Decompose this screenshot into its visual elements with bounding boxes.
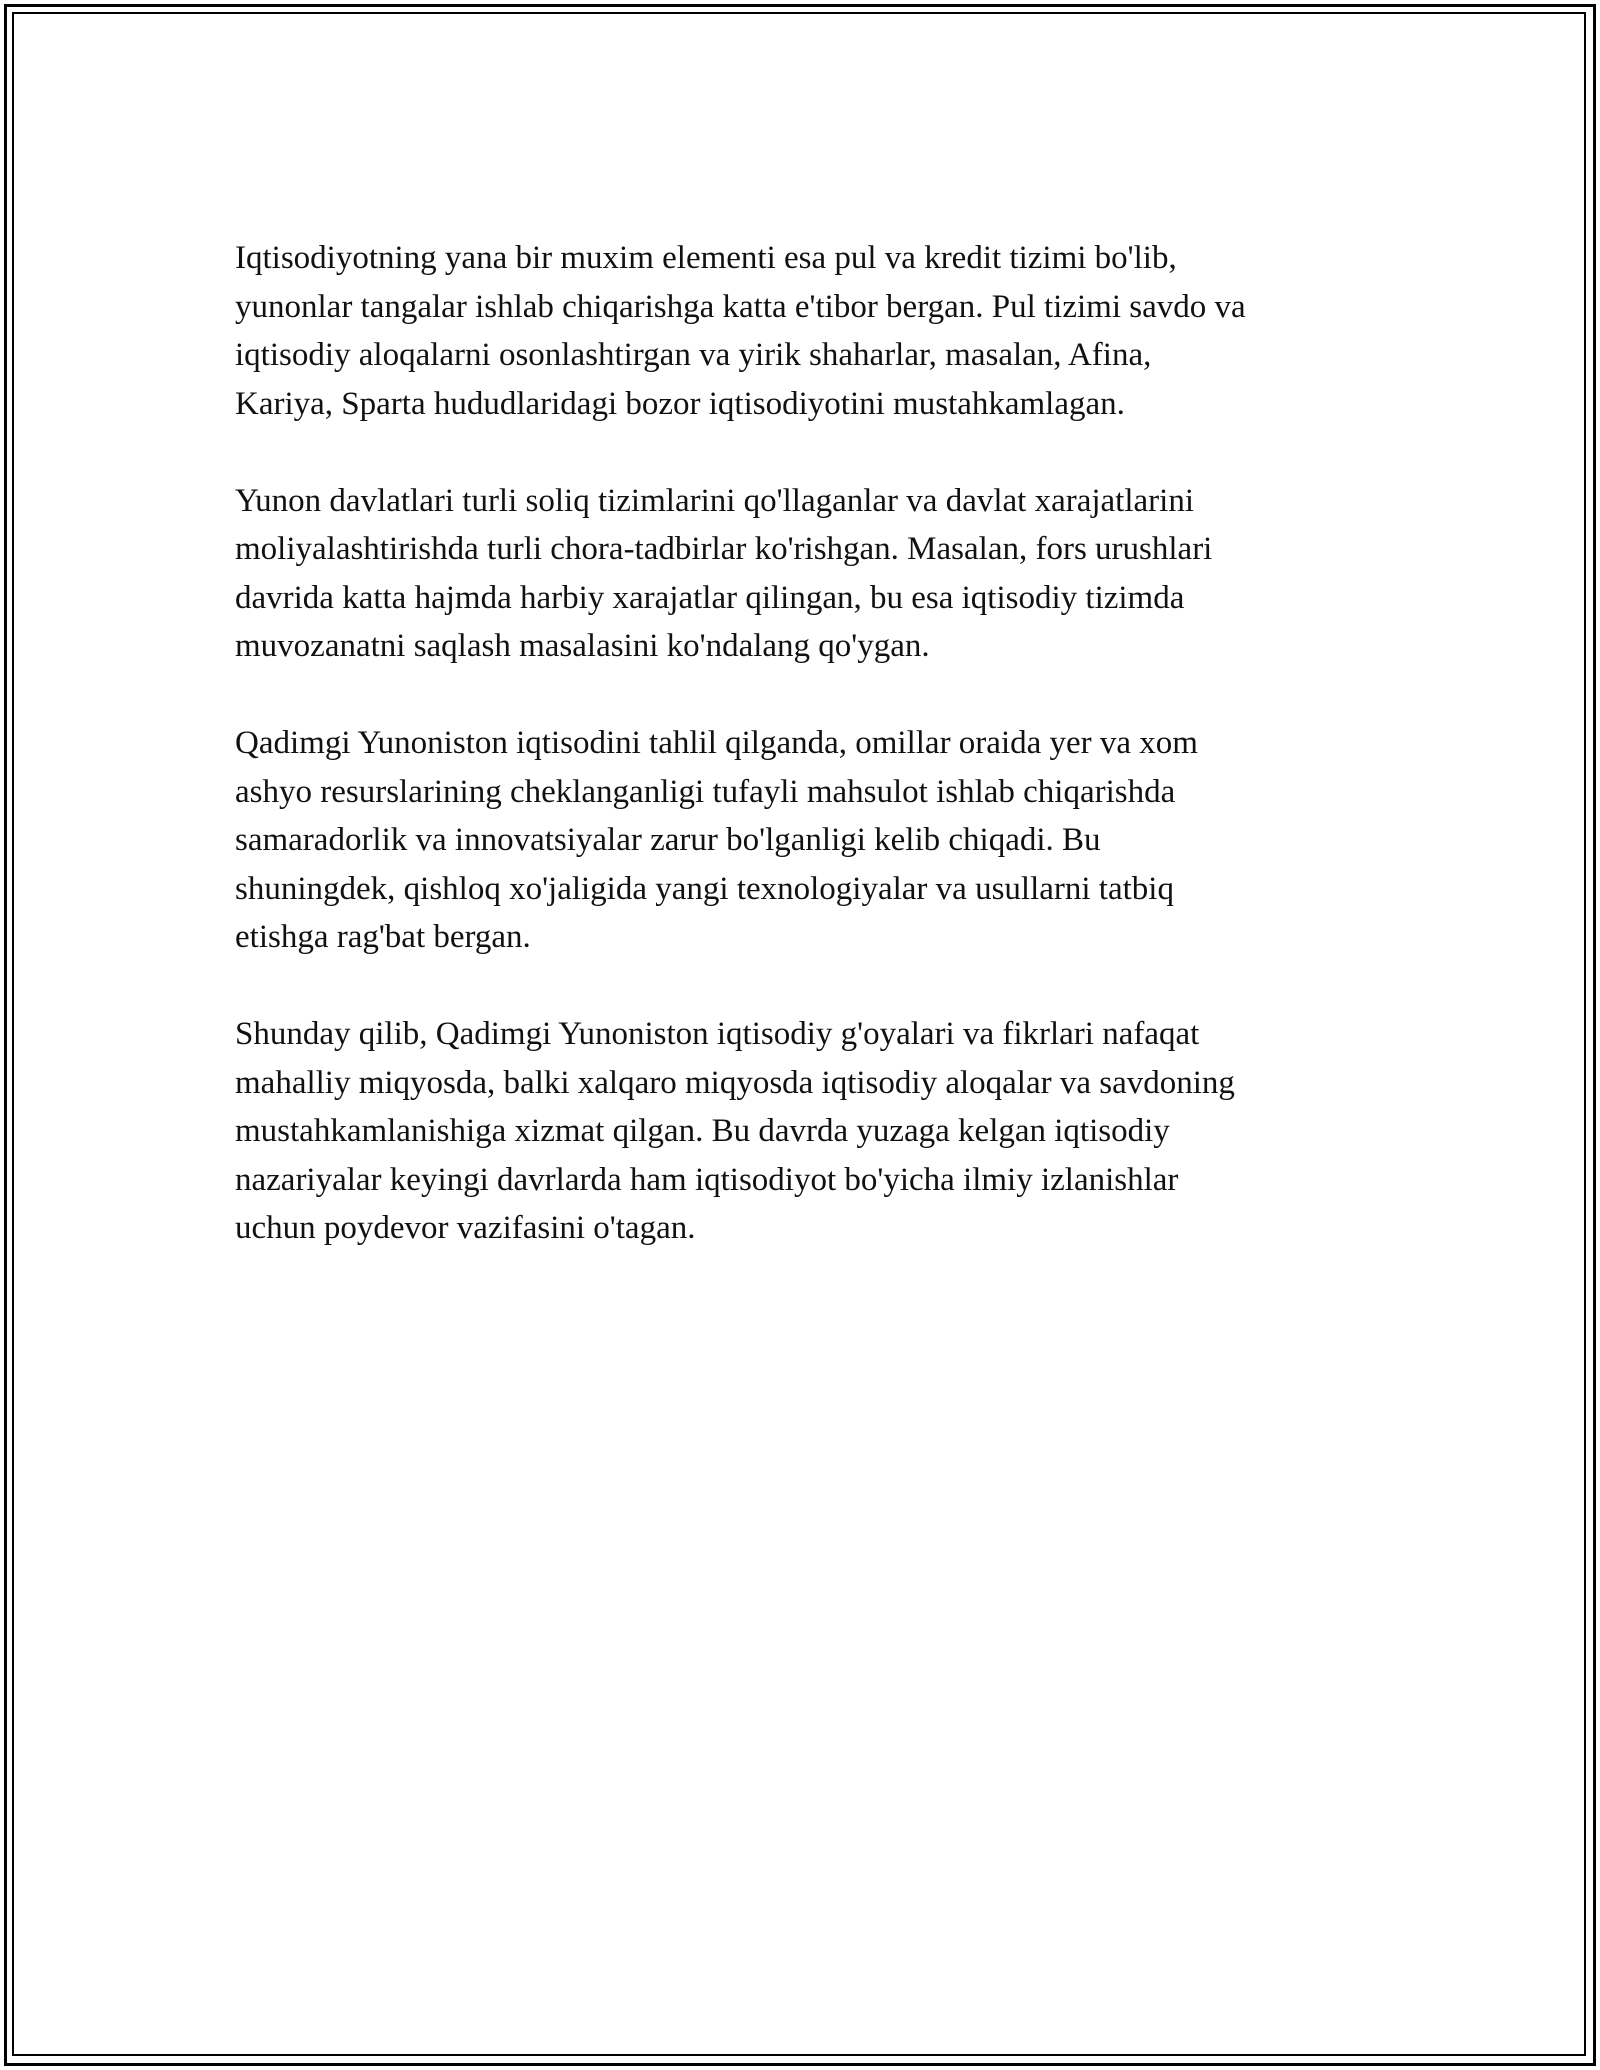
- paragraph-1: [235, 234, 1380, 428]
- text-line: Kariya, Sparta hududlaridagi bozor iqtisodiyotini mustahkamlagan.: [235, 385, 1125, 422]
- text-line: Iqtisodiyotning yana bir muxim elementi esa pul va kredit tizimi bo'lib,: [235, 240, 1177, 276]
- text-line: shuningdek, qishloq xo'jaligida yangi texnologiyalar va usullarni tatbiq: [235, 870, 1174, 907]
- text-line: uchun poydevor vazifasini o'tagan.: [235, 1210, 696, 1246]
- text-line: samaradorlik va innovatsiyalar zarur bo'lganligi kelib chiqadi. Bu: [235, 822, 1101, 858]
- text-line: mustahkamlanishiga xizmat qilgan. Bu davrda yuzaga kelgan iqtisodiy: [235, 1113, 1170, 1149]
- text-line: Yunon davlatlari turli soliq tizimlarini qo'llaganlar va davlat xarajatlarini: [235, 482, 1194, 519]
- text-line: davrida katta hajmda harbiy xarajatlar qilingan, bu esa iqtisodiy tizimda: [235, 579, 1185, 616]
- text-line: muvozanatni saqlash masalasini ko'ndalang qo'ygan.: [235, 628, 930, 664]
- text-line: Qadimgi Yunoniston iqtisodini tahlil qilganda, omillar oraida yer va xom: [235, 725, 1198, 761]
- document-body: [235, 234, 1380, 1301]
- paragraph-3: [235, 719, 1380, 962]
- text-line: nazariyalar keyingi davrlarda ham iqtisodiyot bo'yicha ilmiy izlanishlar: [235, 1161, 1179, 1198]
- text-line: mahalliy miqyosda, balki xalqaro miqyosda iqtisodiy aloqalar va savdoning: [235, 1064, 1235, 1101]
- text-line: ashyo resurslarining cheklanganligi tufayli mahsulot ishlab chiqarishda: [235, 773, 1176, 810]
- text-line: iqtisodiy aloqalarni osonlashtirgan va yirik shaharlar, masalan, Afina,: [235, 337, 1152, 373]
- text-line: moliyalashtirishda turli chora-tadbirlar ko'rishgan. Masalan, fors urushlari: [235, 531, 1213, 567]
- paragraph-4: [235, 1010, 1380, 1253]
- text-line: Shunday qilib, Qadimgi Yunoniston iqtisodiy g'oyalari va fikrlari nafaqat: [235, 1016, 1200, 1052]
- text-line: yunonlar tangalar ishlab chiqarishga katta e'tibor bergan. Pul tizimi savdo va: [235, 288, 1246, 325]
- text-line: etishga rag'bat bergan.: [235, 919, 531, 955]
- paragraph-2: [235, 477, 1380, 671]
